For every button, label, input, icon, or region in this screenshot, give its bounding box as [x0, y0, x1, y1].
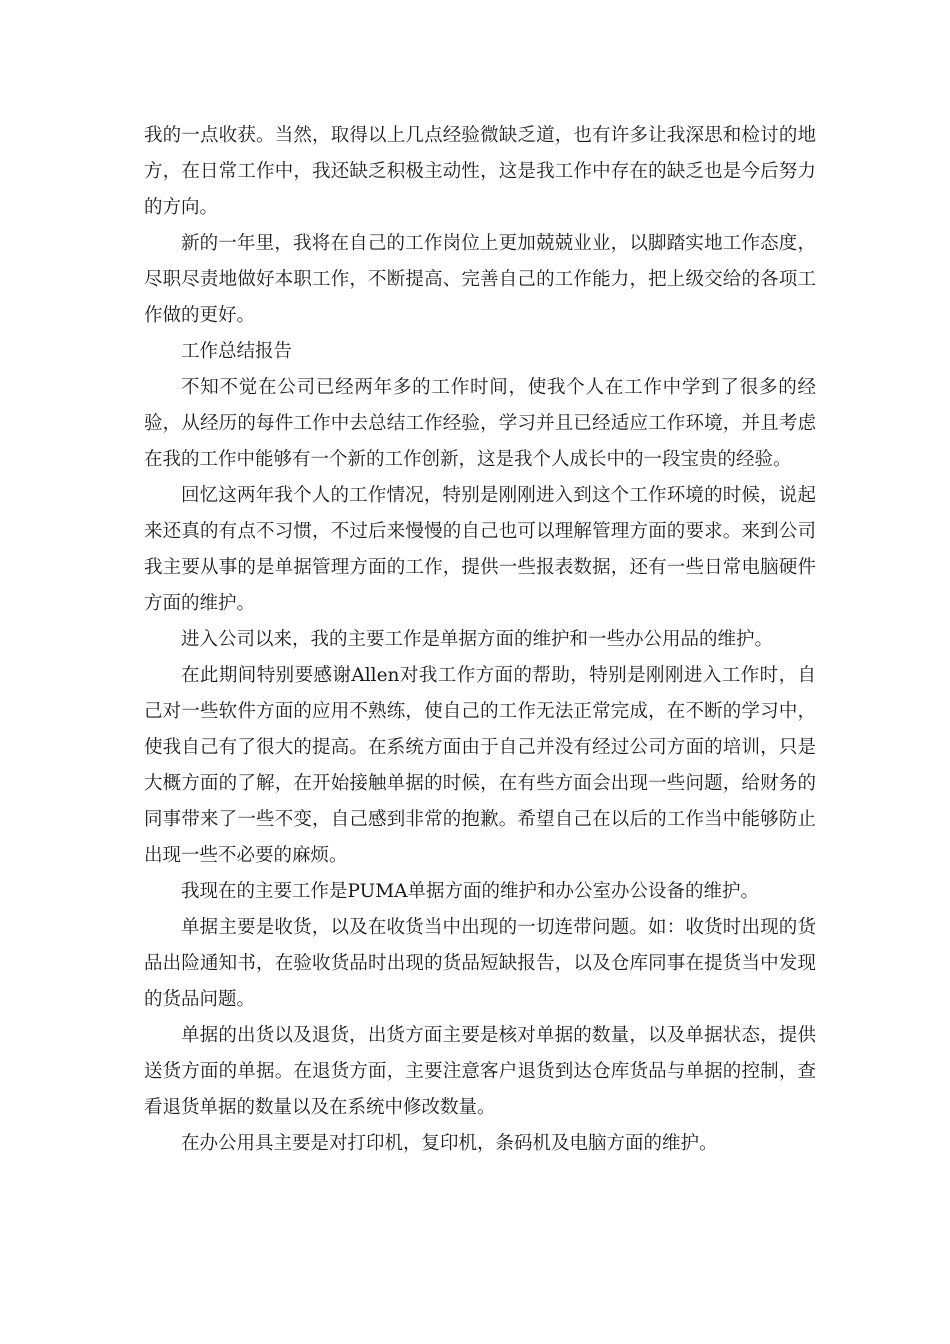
paragraph-2: 新的一年里，我将在自己的工作岗位上更加兢兢业业，以脚踏实地工作态度，尽职尽责地做好本职工作，不断提高、完善自己的工作能力，把上级交给的各项工作做的更好。 — [144, 233, 816, 326]
paragraph-3: 不知不觉在公司已经两年多的工作时间，使我个人在工作中学到了很多的经验，从经历的每件工作中去总结工作经验，学习并且已经适应工作环境，并且考虑在我的工作中能够有一个新的工作创新，这是我个人成长中的一段宝贵的经验。 — [144, 377, 816, 470]
paragraph-5: 进入公司以来，我的主要工作是单据方面的维护和一些办公用品的维护。 — [181, 629, 774, 650]
paragraph-7: 我现在的主要工作是PUMA单据方面的维护和办公室办公设备的维护。 — [181, 881, 760, 902]
paragraph-1: 我的一点收获。当然，取得以上几点经验微缺乏道，也有许多让我深思和检讨的地方，在日常工作中，我还缺乏积极主动性，这是我工作中存在的缺乏也是今后努力的方向。 — [144, 125, 816, 218]
paragraph-4: 回忆这两年我个人的工作情况，特别是刚刚进入到这个工作环境的时候，说起来还真的有点不习惯，不过后来慢慢的自己也可以理解管理方面的要求。来到公司我主要从事的是单据管理方面的工作，提供一些报表数据，还有一些日常电脑硬件方面的维护。 — [144, 485, 816, 614]
paragraph-8: 单据主要是收货，以及在收货当中出现的一切连带问题。如：收货时出现的货品出险通知书，在验收货品时出现的货品短缺报告，以及仓库同事在提货当中发现的货品问题。 — [144, 917, 816, 1010]
paragraph-10: 在办公用具主要是对打印机，复印机，条码机及电脑方面的维护。 — [181, 1133, 718, 1154]
paragraph-6: 在此期间特别要感谢Allen对我工作方面的帮助，特别是刚刚进入工作时，自己对一些软件方面的应用不熟练，使自己的工作无法正常完成，在不断的学习中，使我自己有了很大的提高。在系统方面由于自己并没有经过公司方面的培训，只是大概方面的了解，在开始接触单据的时候，在有些方面会出现一些问题，给财务的同事带来了一些不变，自己感到非常的抱歉。希望自己在以后的工作当中能够防止出现一些不必要的麻烦。 — [144, 665, 816, 866]
paragraph-9: 单据的出货以及退货，出货方面主要是核对单据的数量，以及单据状态，提供送货方面的单据。在退货方面，主要注意客户退货到达仓库货品与单据的控制，查看退货单据的数量以及在系统中修改数量。 — [144, 1025, 816, 1118]
document-body — [144, 118, 816, 1162]
section-heading: 工作总结报告 — [181, 341, 293, 362]
